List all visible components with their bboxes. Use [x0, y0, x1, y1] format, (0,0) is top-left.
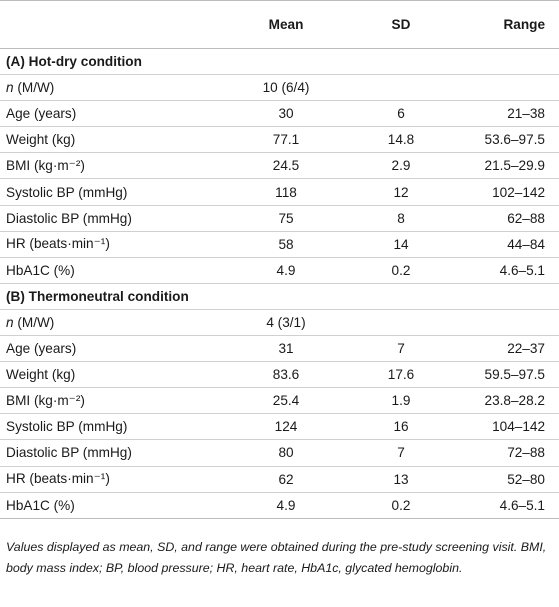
- cell-mean: 25.4: [272, 393, 300, 409]
- cell-empty: [456, 75, 559, 101]
- cell-sd: 7: [397, 341, 405, 357]
- row-label: BMI (kg·m⁻²): [6, 392, 85, 408]
- cell-mean: 124: [274, 419, 298, 435]
- header-range: Range: [456, 1, 559, 49]
- cell-empty: [346, 309, 456, 335]
- cell-sd: 13: [393, 471, 409, 487]
- cell-mean: 62: [278, 471, 294, 487]
- cell-mean: 77.1: [272, 132, 300, 148]
- table-row: [0, 466, 559, 492]
- row-label: Weight (kg): [6, 132, 76, 148]
- cell-range: 21–38: [507, 106, 545, 122]
- n-label-italic: n: [6, 80, 14, 96]
- row-label: Systolic BP (mmHg): [6, 184, 128, 200]
- cell-sd: 17.6: [387, 367, 415, 383]
- row-label: Age (years): [6, 106, 77, 122]
- row-label: HbA1C (%): [6, 262, 75, 278]
- row-label: HbA1C (%): [6, 497, 75, 513]
- cell-empty: [456, 309, 559, 335]
- cell-range: 102–142: [492, 184, 545, 200]
- row-label: Diastolic BP (mmHg): [6, 210, 132, 226]
- table-header-row: [0, 1, 559, 49]
- table-body: [0, 49, 559, 519]
- table-row: [0, 127, 559, 153]
- table-row: [0, 75, 559, 101]
- table-row: [0, 388, 559, 414]
- cell-range: 4.6–5.1: [499, 262, 545, 278]
- table-row: [0, 153, 559, 179]
- cell-sd: 1.9: [391, 393, 411, 409]
- table-row: [0, 492, 559, 518]
- table-row: [0, 440, 559, 466]
- row-label: HR (beats·min⁻¹): [6, 471, 110, 487]
- cell-mean: 80: [278, 445, 294, 461]
- cell-sd: 7: [397, 445, 405, 461]
- cell-mean: 4.9: [276, 497, 296, 513]
- row-label: Systolic BP (mmHg): [6, 419, 128, 435]
- cell-mean: 118: [275, 184, 297, 200]
- cell-range: 53.6–97.5: [484, 132, 545, 148]
- cell-range: 104–142: [492, 419, 545, 435]
- n-label: [0, 75, 226, 101]
- table-row: [0, 205, 559, 231]
- row-label: Diastolic BP (mmHg): [6, 445, 132, 461]
- cell-mean: 58: [278, 236, 294, 252]
- cell-mean: 83.6: [272, 367, 300, 383]
- cell-range: 44–84: [507, 236, 545, 252]
- cell-sd: 2.9: [391, 158, 411, 174]
- cell-mean: 31: [278, 341, 294, 357]
- cell-sd: 14.8: [387, 132, 415, 148]
- row-label: Age (years): [6, 341, 77, 357]
- table-row: [0, 179, 559, 205]
- cell-range: 59.5–97.5: [484, 367, 545, 383]
- row-label: BMI (kg·m⁻²): [6, 157, 85, 173]
- section-heading: [0, 283, 559, 309]
- cell-mean: 24.5: [272, 158, 300, 174]
- n-label-rest: (M/W): [13, 314, 55, 330]
- cell-range: 22–37: [507, 341, 545, 357]
- n-value: 10 (6/4): [262, 80, 310, 96]
- cell-empty: [346, 75, 456, 101]
- table-row: [0, 309, 559, 335]
- table-row: [0, 336, 559, 362]
- cell-range: 52–80: [507, 471, 545, 487]
- section-title: (A) Hot-dry condition: [0, 49, 559, 75]
- cell-mean: 75: [278, 210, 294, 226]
- table-row: [0, 101, 559, 127]
- table-row: [0, 414, 559, 440]
- cell-sd: 0.2: [391, 262, 411, 278]
- cell-sd: 6: [397, 106, 405, 122]
- n-value: 4 (3/1): [266, 314, 306, 330]
- cell-range: 72–88: [507, 445, 545, 461]
- table-row: [0, 257, 559, 283]
- table-footnote: Values displayed as mean, SD, and range were obtained during the pre-study screening visit. BMI, body mass index; BP, blood pressure; HR, heart rate, HbA1c, glycated hemoglobin.: [6, 540, 547, 576]
- table-row: [0, 362, 559, 388]
- row-label: Weight (kg): [6, 367, 76, 383]
- header-label: [0, 1, 226, 49]
- cell-mean: 30: [278, 106, 294, 122]
- cell-range: 21.5–29.9: [484, 158, 545, 174]
- cell-sd: 0.2: [391, 497, 411, 513]
- header-sd: SD: [346, 1, 456, 49]
- section-title: (B) Thermoneutral condition: [0, 283, 559, 309]
- section-heading: [0, 49, 559, 75]
- cell-mean: 4.9: [276, 262, 296, 278]
- n-label-italic: n: [6, 314, 14, 330]
- table-row: [0, 231, 559, 257]
- row-label: HR (beats·min⁻¹): [6, 236, 110, 252]
- cell-range: 4.6–5.1: [499, 497, 545, 513]
- cell-range: 23.8–28.2: [484, 393, 545, 409]
- n-label: [0, 309, 226, 335]
- cell-sd: 12: [393, 184, 409, 200]
- cell-sd: 8: [397, 210, 405, 226]
- cell-range: 62–88: [507, 210, 545, 226]
- header-mean: Mean: [226, 1, 346, 49]
- cell-sd: 14: [393, 236, 409, 252]
- cell-sd: 16: [393, 419, 409, 435]
- n-label-rest: (M/W): [13, 80, 55, 96]
